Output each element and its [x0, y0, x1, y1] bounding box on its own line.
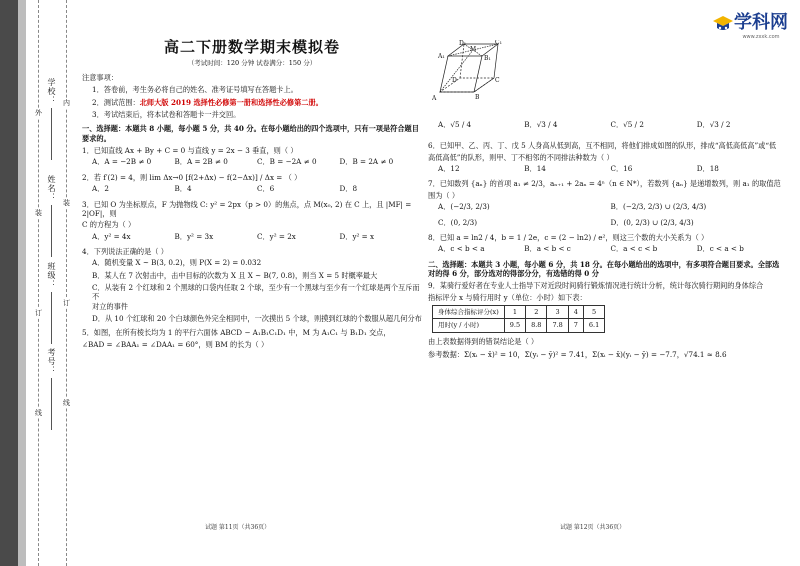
brand-logo [712, 8, 788, 40]
logo-text: 学科网 [734, 12, 788, 33]
q8-option-c[interactable]: C．a < c < b [610, 244, 658, 254]
left-page [82, 30, 422, 351]
right-page [428, 118, 783, 362]
q6-option-b[interactable]: B．14 [524, 164, 546, 174]
table-cell: 7.8 [547, 319, 568, 332]
table-row [433, 306, 605, 319]
note-2-scope: 北师大版 2019 选择性必修第一册和选择性必修第二册。 [139, 97, 323, 107]
q8-option-b[interactable]: B．a < b < c [524, 244, 571, 254]
footer-left-page-number: 试题 第11页（共36页） [205, 524, 271, 531]
footer-right-page-number: 试题 第12页（共36页） [560, 524, 626, 531]
section-2-heading: 二、选择题：本题共 3 小题，每小题 6 分，共 18 分。在每小题给出的选项中，有多项符合题目要求。全部选对的得 6 分，部分选对的得部分分，有选错的得 0 分 [428, 259, 780, 278]
q9-reference: 参考数据：Σ(xᵢ − x̄)² = 10，Σ(yᵢ − ȳ)² = 7.41，Σ(xᵢ − x̄)(yᵢ − ȳ) = −7.7，√74.1 ≈ 8.6 [428, 350, 727, 360]
q1-option-b[interactable]: B．A = 2B ≠ 0 [174, 157, 228, 167]
table-cell: 身体综合指标评分(x) [433, 306, 505, 319]
table-cell: 1 [504, 306, 525, 319]
label-d: D [452, 77, 457, 84]
binding-bar [0, 0, 18, 566]
table-cell: 9.5 [504, 319, 525, 332]
q2-stem: 2．若 f′(2) = 4，则 lim Δx→0 [f(2+Δx) − f(2−Δx)] / Δx = （ ） [82, 172, 302, 182]
q3-options [92, 232, 422, 241]
class-field[interactable] [51, 292, 52, 344]
inner-char: 装 [63, 199, 70, 207]
q7-stem-cont: 围为（ ） [428, 190, 460, 200]
school-field[interactable] [51, 108, 52, 160]
binding-margin [0, 0, 72, 566]
q7-option-a[interactable]: A．(−2/3, 2/3) [438, 202, 490, 212]
q3-option-c[interactable]: C．y² = 2x [257, 231, 296, 241]
q5-option-b[interactable]: B．√3 / 4 [524, 120, 558, 129]
binding-bar-light [18, 0, 26, 566]
table-cell: 2 [526, 306, 547, 319]
q8-stem: 8．已知 a = ln2 / 4，b = 1 / 2e，c = (2 − ln2) / e²，则这三个数的大小关系为（ ） [428, 232, 709, 242]
outer-char: 装 [35, 209, 42, 217]
q9-stem: 9．某骑行爱好者在专业人士指导下对近段时间骑行锻炼情况进行统计分析，统计每次骑行期间的身体综合 [428, 281, 764, 291]
section-1-heading: 一、选择题：本题共 8 小题，每小题 5 分，共 40 分。在每小题给出的四个选项中，只有一项是符合题目要求的。 [82, 124, 419, 143]
exam-id-label: 考号： [47, 348, 56, 375]
q6-option-a[interactable]: A．12 [438, 164, 460, 174]
q5-options [438, 120, 783, 129]
note-2 [92, 98, 422, 107]
label-c1: C₁ [495, 40, 502, 46]
q9-stem-cont: 指标评分 x 与骑行用时 y（单位：小时）如下表： [428, 292, 587, 302]
q3-stem-cont: C 的方程为（ ） [82, 220, 136, 230]
q6-option-c[interactable]: C．16 [610, 164, 633, 174]
name-label: 姓名： [47, 175, 56, 202]
q7-stem: 7．已知数列 {aₙ} 的首项 a₁ ≠ 2/3，aₙ₊₁ + 2aₙ = 4ⁿ（n ∈ N*），若数列 {aₙ} 是递增数列，则 a₁ 的取值范 [428, 179, 781, 189]
outer-char: 订 [35, 309, 42, 317]
q4-option-c-cont: 对立的事件 [92, 301, 128, 311]
q2-option-a[interactable]: A．2 [92, 184, 109, 194]
label-a1: A₁ [438, 53, 445, 60]
q3-option-a[interactable]: A．y² = 4x [92, 231, 131, 241]
q4-option-b[interactable]: B．某人在 7 次射击中，击中目标的次数为 X 且 X ~ B(7, 0.8)，则当 X = 5 时概率最大 [92, 270, 378, 280]
table-cell: 3 [547, 306, 568, 319]
q9-question: 由上表数据得到的错误结论是（ ） [428, 336, 539, 346]
label-d1: D₁ [459, 40, 467, 47]
q4-option-d[interactable]: D．从 10 个红球和 20 个白球颜色外完全相同中，一次摸出 5 个球，则摸到红球的个数服从超几何分布 [92, 314, 422, 324]
inner-char: 线 [63, 399, 70, 407]
label-b1: B₁ [484, 55, 491, 62]
table-cell: 7 [568, 319, 583, 332]
exam-id-field[interactable] [51, 378, 52, 430]
name-field[interactable] [51, 205, 52, 257]
notes-heading: 注意事项： [82, 72, 118, 82]
note-2-text: 2．测试范围： [92, 97, 140, 107]
exam-title: 高二下册数学期末模拟卷 [163, 38, 340, 56]
q6-option-d[interactable]: D．18 [696, 164, 719, 174]
table-cell: 5 [583, 306, 604, 319]
q2-option-b[interactable]: B．4 [174, 184, 192, 194]
table-cell: 8.8 [526, 319, 547, 332]
exam-subtitle: （考试时间：120 分钟 试卷满分：150 分） [187, 58, 317, 67]
q4-stem: 4．下列说法正确的是（ ） [82, 246, 168, 256]
q6-stem: 6．已知甲、乙、丙、丁、戊 5 人身高从低到高，互不相同，将他们排成如图的队形，排成“高低高低高”或“低 [428, 141, 777, 151]
table-cell: 用时(y / 小时) [433, 319, 505, 332]
label-a: A [432, 95, 437, 102]
q2-options [92, 184, 422, 193]
outer-char: 线 [35, 409, 42, 417]
q2-option-c[interactable]: C．6 [257, 184, 275, 194]
class-label: 班级： [47, 262, 56, 289]
q5-stem-cont: ∠BAD = ∠BAA₁ = ∠DAA₁ = 60°，则 BM 的长为（ ） [82, 339, 269, 349]
q3-option-b[interactable]: B．y² = 3x [174, 231, 214, 241]
q8-option-d[interactable]: D．c < a < b [696, 244, 744, 254]
logo-url: www.zxxk.com [742, 34, 780, 40]
table-cell: 4 [568, 306, 583, 319]
parallelepiped-figure [432, 40, 502, 102]
q6-options [438, 164, 783, 173]
q3-option-d[interactable]: D．y² = x [339, 231, 375, 241]
outer-char: 外 [35, 109, 42, 117]
table-cell: 6.1 [583, 319, 604, 332]
q8-options [438, 244, 783, 253]
outer-cut-line [38, 0, 39, 566]
q5-option-a[interactable]: A．√5 / 4 [438, 120, 472, 129]
q3-stem: 3．已知 O 为坐标原点，F 为抛物线 C: y² = 2px（p > 0）的焦点，点 M(x₀, 2) 在 C 上，且 |MF| = 2|OF|，则 [82, 199, 412, 218]
q6-stem-cont: 高低高低”的队形，则甲、丁不相邻的不同排法种数为（ ） [428, 152, 614, 162]
note-1: 1．答卷前，考生务必将自己的姓名、准考证号填写在答题卡上。 [92, 85, 298, 95]
inner-char: 订 [63, 299, 70, 307]
table-row [433, 319, 605, 332]
q5-option-c[interactable]: C．√5 / 2 [610, 120, 644, 129]
q5-option-d[interactable]: D．√3 / 2 [696, 120, 731, 129]
inner-char: 内 [63, 99, 70, 107]
q1-options [92, 157, 422, 166]
q7-option-d[interactable]: D．(0, 2/3) ∪ (2/3, 4/3) [610, 217, 694, 227]
label-b: B [475, 94, 480, 101]
note-3: 3．考试结束后，将本试卷和答题卡一并交回。 [92, 110, 241, 120]
q4-option-a[interactable]: A．随机变量 X ~ B(3, 0.2)，则 P(X = 2) = 0.032 [92, 258, 262, 268]
label-m: M [470, 46, 477, 53]
q5-stem: 5．如图，在所有棱长均为 1 的平行六面体 ABCD − A₁B₁C₁D₁ 中，M 为 A₁C₁ 与 B₁D₁ 交点， [82, 328, 391, 338]
q1-option-c[interactable]: C．B = −2A ≠ 0 [257, 157, 317, 167]
q1-stem: 1．已知直线 Ax + By + C = 0 与直线 y = 2x − 3 垂直，则（ ） [82, 146, 298, 156]
q7-option-c[interactable]: C．(0, 2/3) [438, 217, 478, 227]
q1-option-a[interactable]: A．A = −2B ≠ 0 [92, 157, 152, 167]
q7-option-b[interactable]: B．(−2/3, 2/3) ∪ (2/3, 4/3) [610, 202, 707, 212]
q9-data-table [432, 305, 605, 333]
school-label: 学校： [47, 78, 56, 105]
graduation-cap-icon [712, 14, 734, 34]
inner-cut-line [66, 0, 67, 566]
label-c: C [495, 77, 500, 84]
q2-option-d[interactable]: D．8 [339, 184, 358, 194]
q1-option-d[interactable]: D．B = 2A ≠ 0 [339, 157, 394, 167]
q4-option-c[interactable]: C．从装有 2 个红球和 2 个黑球的口袋内任取 2 个球，至少有一个黑球与至少有一个红球是两个互斥而不 [92, 283, 420, 302]
q7-options [438, 202, 783, 227]
q8-option-a[interactable]: A．c < b < a [438, 244, 485, 254]
